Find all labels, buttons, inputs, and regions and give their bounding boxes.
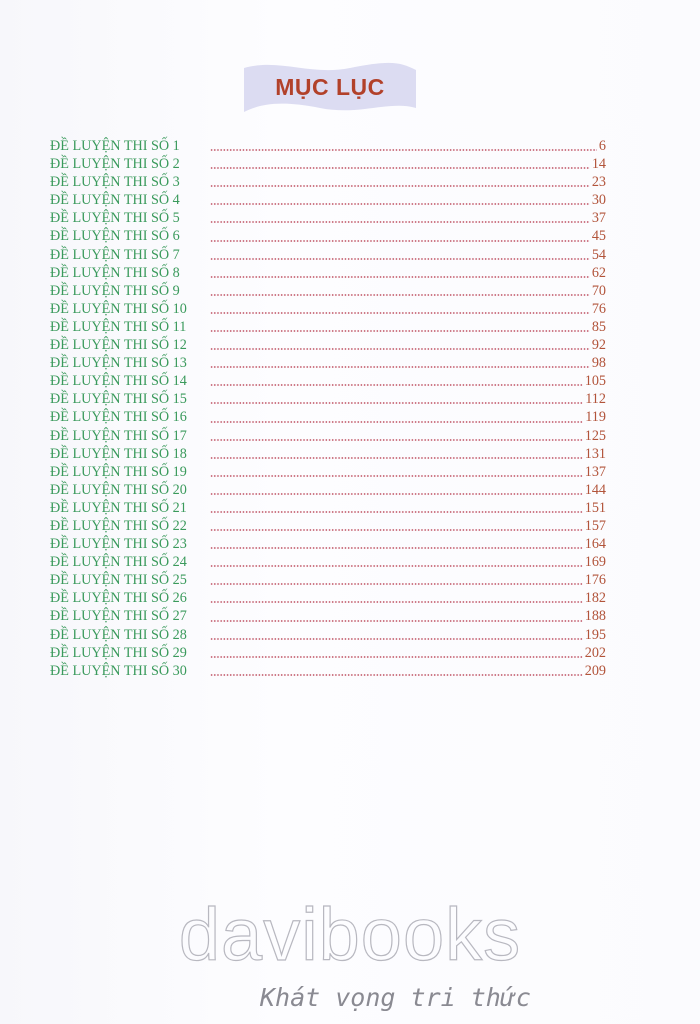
toc-entry-label: ĐỀ LUYỆN THI SỐ 18 [50,445,187,462]
toc-entry [50,571,606,589]
toc-entry-label: ĐỀ LUYỆN THI SỐ 4 [50,192,180,209]
toc-dot-leader [210,601,583,603]
toc-dot-leader [210,674,583,676]
toc-entry-page-number: 85 [591,318,606,335]
toc-entry [50,499,606,517]
toc-entry [50,282,606,300]
toc-dot-leader [210,529,583,531]
toc-entry-page-number: 176 [584,572,606,589]
table-of-contents [50,137,606,680]
toc-entry-label: ĐỀ LUYỆN THI SỐ 20 [50,481,187,498]
toc-dot-leader [210,221,590,223]
toc-entry-label: ĐỀ LUYỆN THI SỐ 3 [50,174,180,191]
toc-dot-leader [210,511,583,513]
toc-entry-page-number: 70 [591,282,606,299]
publisher-logo-text: davibooks [178,893,522,976]
toc-entry [50,227,606,245]
toc-entry-page-number: 131 [584,445,606,462]
toc-entry-label: ĐỀ LUYỆN THI SỐ 1 [50,138,180,154]
toc-entry-label: ĐỀ LUYỆN THI SỐ 15 [50,391,187,408]
toc-dot-leader [210,366,590,368]
toc-dot-leader [210,457,583,459]
toc-entry-page-number: 105 [584,373,606,390]
toc-dot-leader [210,276,590,278]
toc-dot-leader [210,203,590,205]
toc-entry-page-number: 37 [591,210,606,227]
toc-entry [50,354,606,372]
toc-entry-page-number: 125 [584,427,606,444]
toc-entry-page-number: 157 [584,517,606,534]
toc-entry [50,300,606,318]
toc-entry-label: ĐỀ LUYỆN THI SỐ 30 [50,662,187,679]
toc-entry-label: ĐỀ LUYỆN THI SỐ 19 [50,463,187,480]
toc-entry-page-number: 62 [591,264,606,281]
toc-entry [50,246,606,264]
toc-entry [50,155,606,173]
toc-entry-page-number: 119 [585,409,606,426]
toc-dot-leader [210,240,590,242]
toc-entry-page-number: 30 [591,192,606,209]
toc-entry-label: ĐỀ LUYỆN THI SỐ 28 [50,626,187,643]
toc-entry-label: ĐỀ LUYỆN THI SỐ 23 [50,536,187,553]
toc-dot-leader [210,312,590,314]
toc-entry-page-number: 151 [584,499,606,516]
toc-entry-label: ĐỀ LUYỆN THI SỐ 17 [50,427,187,444]
toc-dot-leader [210,294,590,296]
toc-entry [50,336,606,354]
toc-entry-label: ĐỀ LUYỆN THI SỐ 21 [50,499,187,516]
toc-entry-page-number: 76 [591,300,606,317]
toc-entry-label: ĐỀ LUYỆN THI SỐ 16 [50,409,187,426]
toc-entry [50,644,606,662]
toc-dot-leader [210,330,590,332]
toc-entry-page-number: 195 [584,626,606,643]
toc-entry [50,427,606,445]
toc-entry-page-number: 14 [591,156,606,173]
toc-entry-page-number: 112 [585,391,606,408]
toc-entry-label: ĐỀ LUYỆN THI SỐ 22 [50,517,187,534]
toc-entry-page-number: 92 [591,337,606,354]
publisher-watermark [0,893,700,1012]
toc-entry-label: ĐỀ LUYỆN THI SỐ 8 [50,264,180,281]
toc-entry [50,553,606,571]
toc-dot-leader [210,258,590,260]
toc-entry [50,191,606,209]
toc-entry [50,209,606,227]
toc-entry [50,626,606,644]
toc-entry-page-number: 182 [584,590,606,607]
toc-dot-leader [210,421,583,423]
toc-entry [50,445,606,463]
toc-dot-leader [210,384,583,386]
toc-dot-leader [210,439,583,441]
toc-dot-leader [210,493,583,495]
toc-entry [50,390,606,408]
toc-entry [50,481,606,499]
toc-entry-label: ĐỀ LUYỆN THI SỐ 14 [50,373,187,390]
toc-dot-leader [210,348,590,350]
toc-dot-leader [210,547,583,549]
toc-entry-page-number: 209 [584,662,606,679]
toc-dot-leader [210,185,590,187]
toc-entry-label: ĐỀ LUYỆN THI SỐ 27 [50,608,187,625]
toc-dot-leader [210,620,583,622]
toc-entry [50,408,606,426]
toc-entry-label: ĐỀ LUYỆN THI SỐ 26 [50,590,187,607]
toc-entry-label: ĐỀ LUYỆN THI SỐ 13 [50,355,187,372]
toc-entry [50,318,606,336]
toc-entry [50,662,606,680]
toc-dot-leader [210,149,597,151]
toc-dot-leader [210,167,590,169]
toc-dot-leader [210,656,583,658]
toc-entry [50,372,606,390]
page-title: MỤC LỤC [275,74,385,100]
toc-entry-label: ĐỀ LUYỆN THI SỐ 9 [50,282,180,299]
toc-entry-label: ĐỀ LUYỆN THI SỐ 11 [50,318,187,335]
toc-dot-leader [210,583,583,585]
toc-entry-label: ĐỀ LUYỆN THI SỐ 24 [50,554,187,571]
toc-entry [50,517,606,535]
toc-entry-page-number: 144 [584,481,606,498]
toc-entry-label: ĐỀ LUYỆN THI SỐ 6 [50,228,180,245]
toc-entry-page-number: 23 [591,174,606,191]
toc-entry-label: ĐỀ LUYỆN THI SỐ 29 [50,644,187,661]
toc-entry-page-number: 169 [584,554,606,571]
toc-entry-page-number: 98 [591,355,606,372]
toc-title-banner [240,60,420,116]
toc-entry-page-number: 54 [591,246,606,263]
toc-entry [50,607,606,625]
publisher-tagline: Khát vọng tri thức [260,983,531,1012]
toc-entry-page-number: 202 [584,644,606,661]
toc-entry [50,264,606,282]
toc-entry-label: ĐỀ LUYỆN THI SỐ 2 [50,156,180,173]
toc-dot-leader [210,475,583,477]
toc-entry-label: ĐỀ LUYỆN THI SỐ 25 [50,572,187,589]
toc-entry-label: ĐỀ LUYỆN THI SỐ 10 [50,300,187,317]
toc-entry [50,173,606,191]
toc-entry-page-number: 6 [598,138,606,154]
toc-entry-page-number: 137 [584,463,606,480]
toc-entry-label: ĐỀ LUYỆN THI SỐ 12 [50,337,187,354]
toc-entry-page-number: 164 [584,536,606,553]
toc-dot-leader [210,638,583,640]
toc-entry [50,463,606,481]
toc-dot-leader [210,565,583,567]
toc-entry-label: ĐỀ LUYỆN THI SỐ 5 [50,210,180,227]
toc-entry-label: ĐỀ LUYỆN THI SỐ 7 [50,246,180,263]
toc-entry [50,535,606,553]
toc-entry-page-number: 45 [591,228,606,245]
toc-entry [50,137,606,155]
toc-entry-page-number: 188 [584,608,606,625]
toc-dot-leader [210,402,583,404]
toc-entry [50,589,606,607]
